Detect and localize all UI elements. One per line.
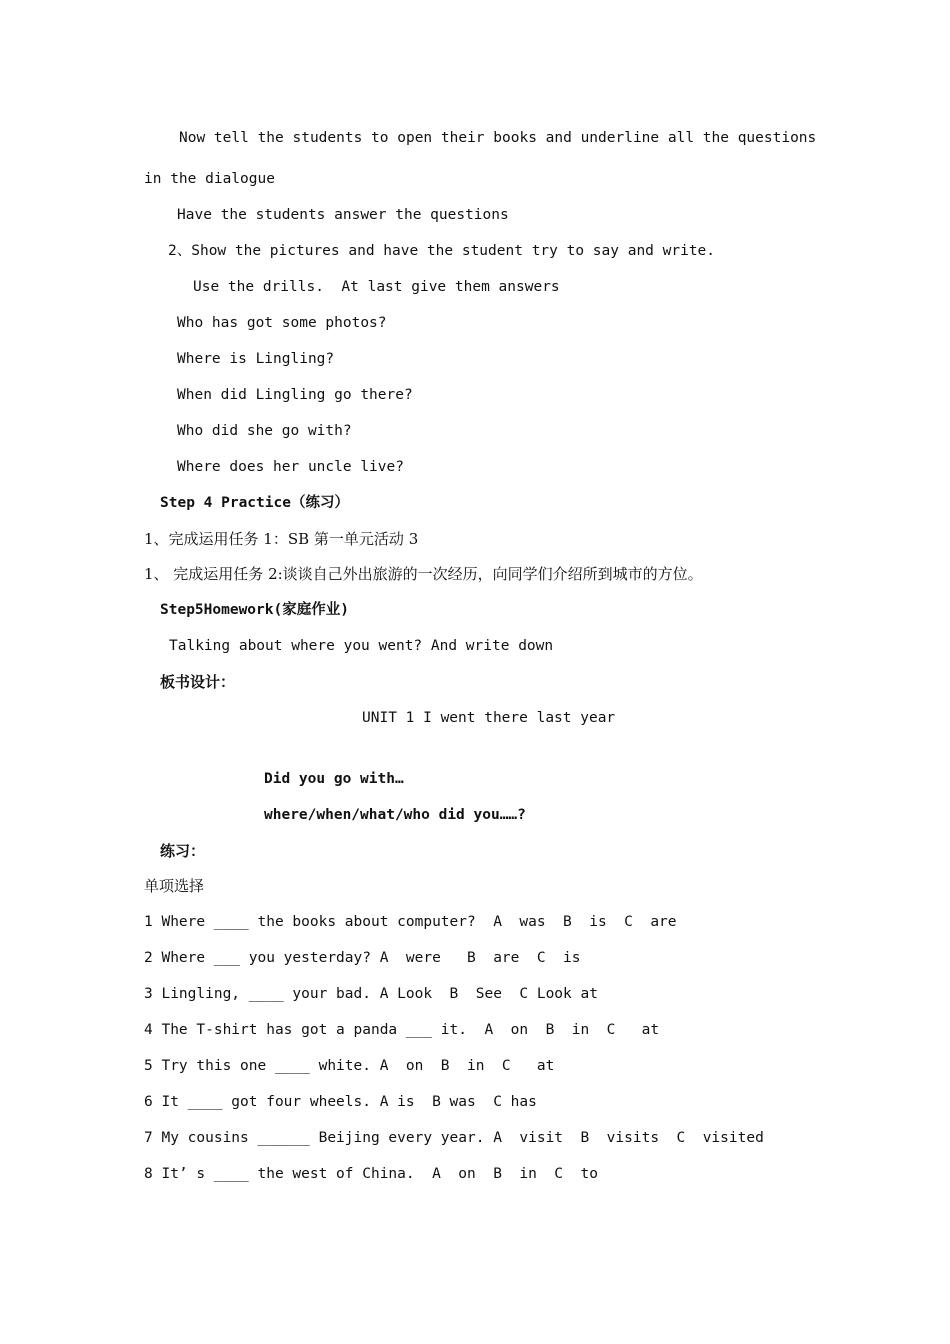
board-line: where/when/what/who did you……? [264, 807, 526, 823]
step-4-heading: Step 4 Practice（练习） [160, 495, 349, 511]
multiple-choice-label: 单项选择 [144, 877, 205, 895]
board-design-label: 板书设计： [160, 673, 236, 691]
board-title: UNIT 1 I went there last year [362, 710, 616, 726]
question-line: When did Lingling go there? [177, 387, 413, 403]
homework-line: Talking about where you went? And write down [169, 638, 554, 654]
exercise-item: 7 My cousins ______ Beijing every year. A visit B visits C visited [144, 1130, 764, 1146]
question-line: Where is Lingling? [177, 351, 335, 367]
exercise-item: 5 Try this one ____ white. A on B in C at [144, 1058, 555, 1074]
exercise-item: 6 It ____ got four wheels. A is B was C has [144, 1094, 537, 1110]
exercise-item: 4 The T-shirt has got a panda ___ it. A on B in C at [144, 1022, 660, 1038]
question-line: Who has got some photos? [177, 315, 387, 331]
question-line: Where does her uncle live? [177, 459, 404, 475]
instruction-line: Now tell the students to open their books and underline all the questions [179, 130, 817, 146]
step-5-heading: Step5Homework(家庭作业) [160, 602, 349, 618]
instruction-line-continued: in the dialogue [144, 171, 275, 187]
exercise-item: 2 Where ___ you yesterday? A were B are C is [144, 950, 581, 966]
exercise-label: 练习： [160, 842, 206, 860]
instruction-line: Use the drills. At last give them answers [193, 279, 560, 295]
instruction-line: Have the students answer the questions [177, 207, 509, 223]
task-line: 1、 完成运用任务 2:谈谈自己外出旅游的一次经历，向同学们介绍所到城市的方位。 [144, 565, 703, 583]
exercise-item: 3 Lingling, ____ your bad. A Look B See C Look at [144, 986, 598, 1002]
exercise-item: 8 It’ s ____ the west of China. A on B in C to [144, 1166, 598, 1182]
task-line: 1、完成运用任务 1：SB 第一单元活动 3 [144, 530, 419, 548]
board-line: Did you go with… [264, 771, 404, 787]
instruction-step-2: 2、Show the pictures and have the student try to say and write. [168, 243, 716, 259]
question-line: Who did she go with? [177, 423, 352, 439]
exercise-item: 1 Where ____ the books about computer? A was B is C are [144, 914, 677, 930]
